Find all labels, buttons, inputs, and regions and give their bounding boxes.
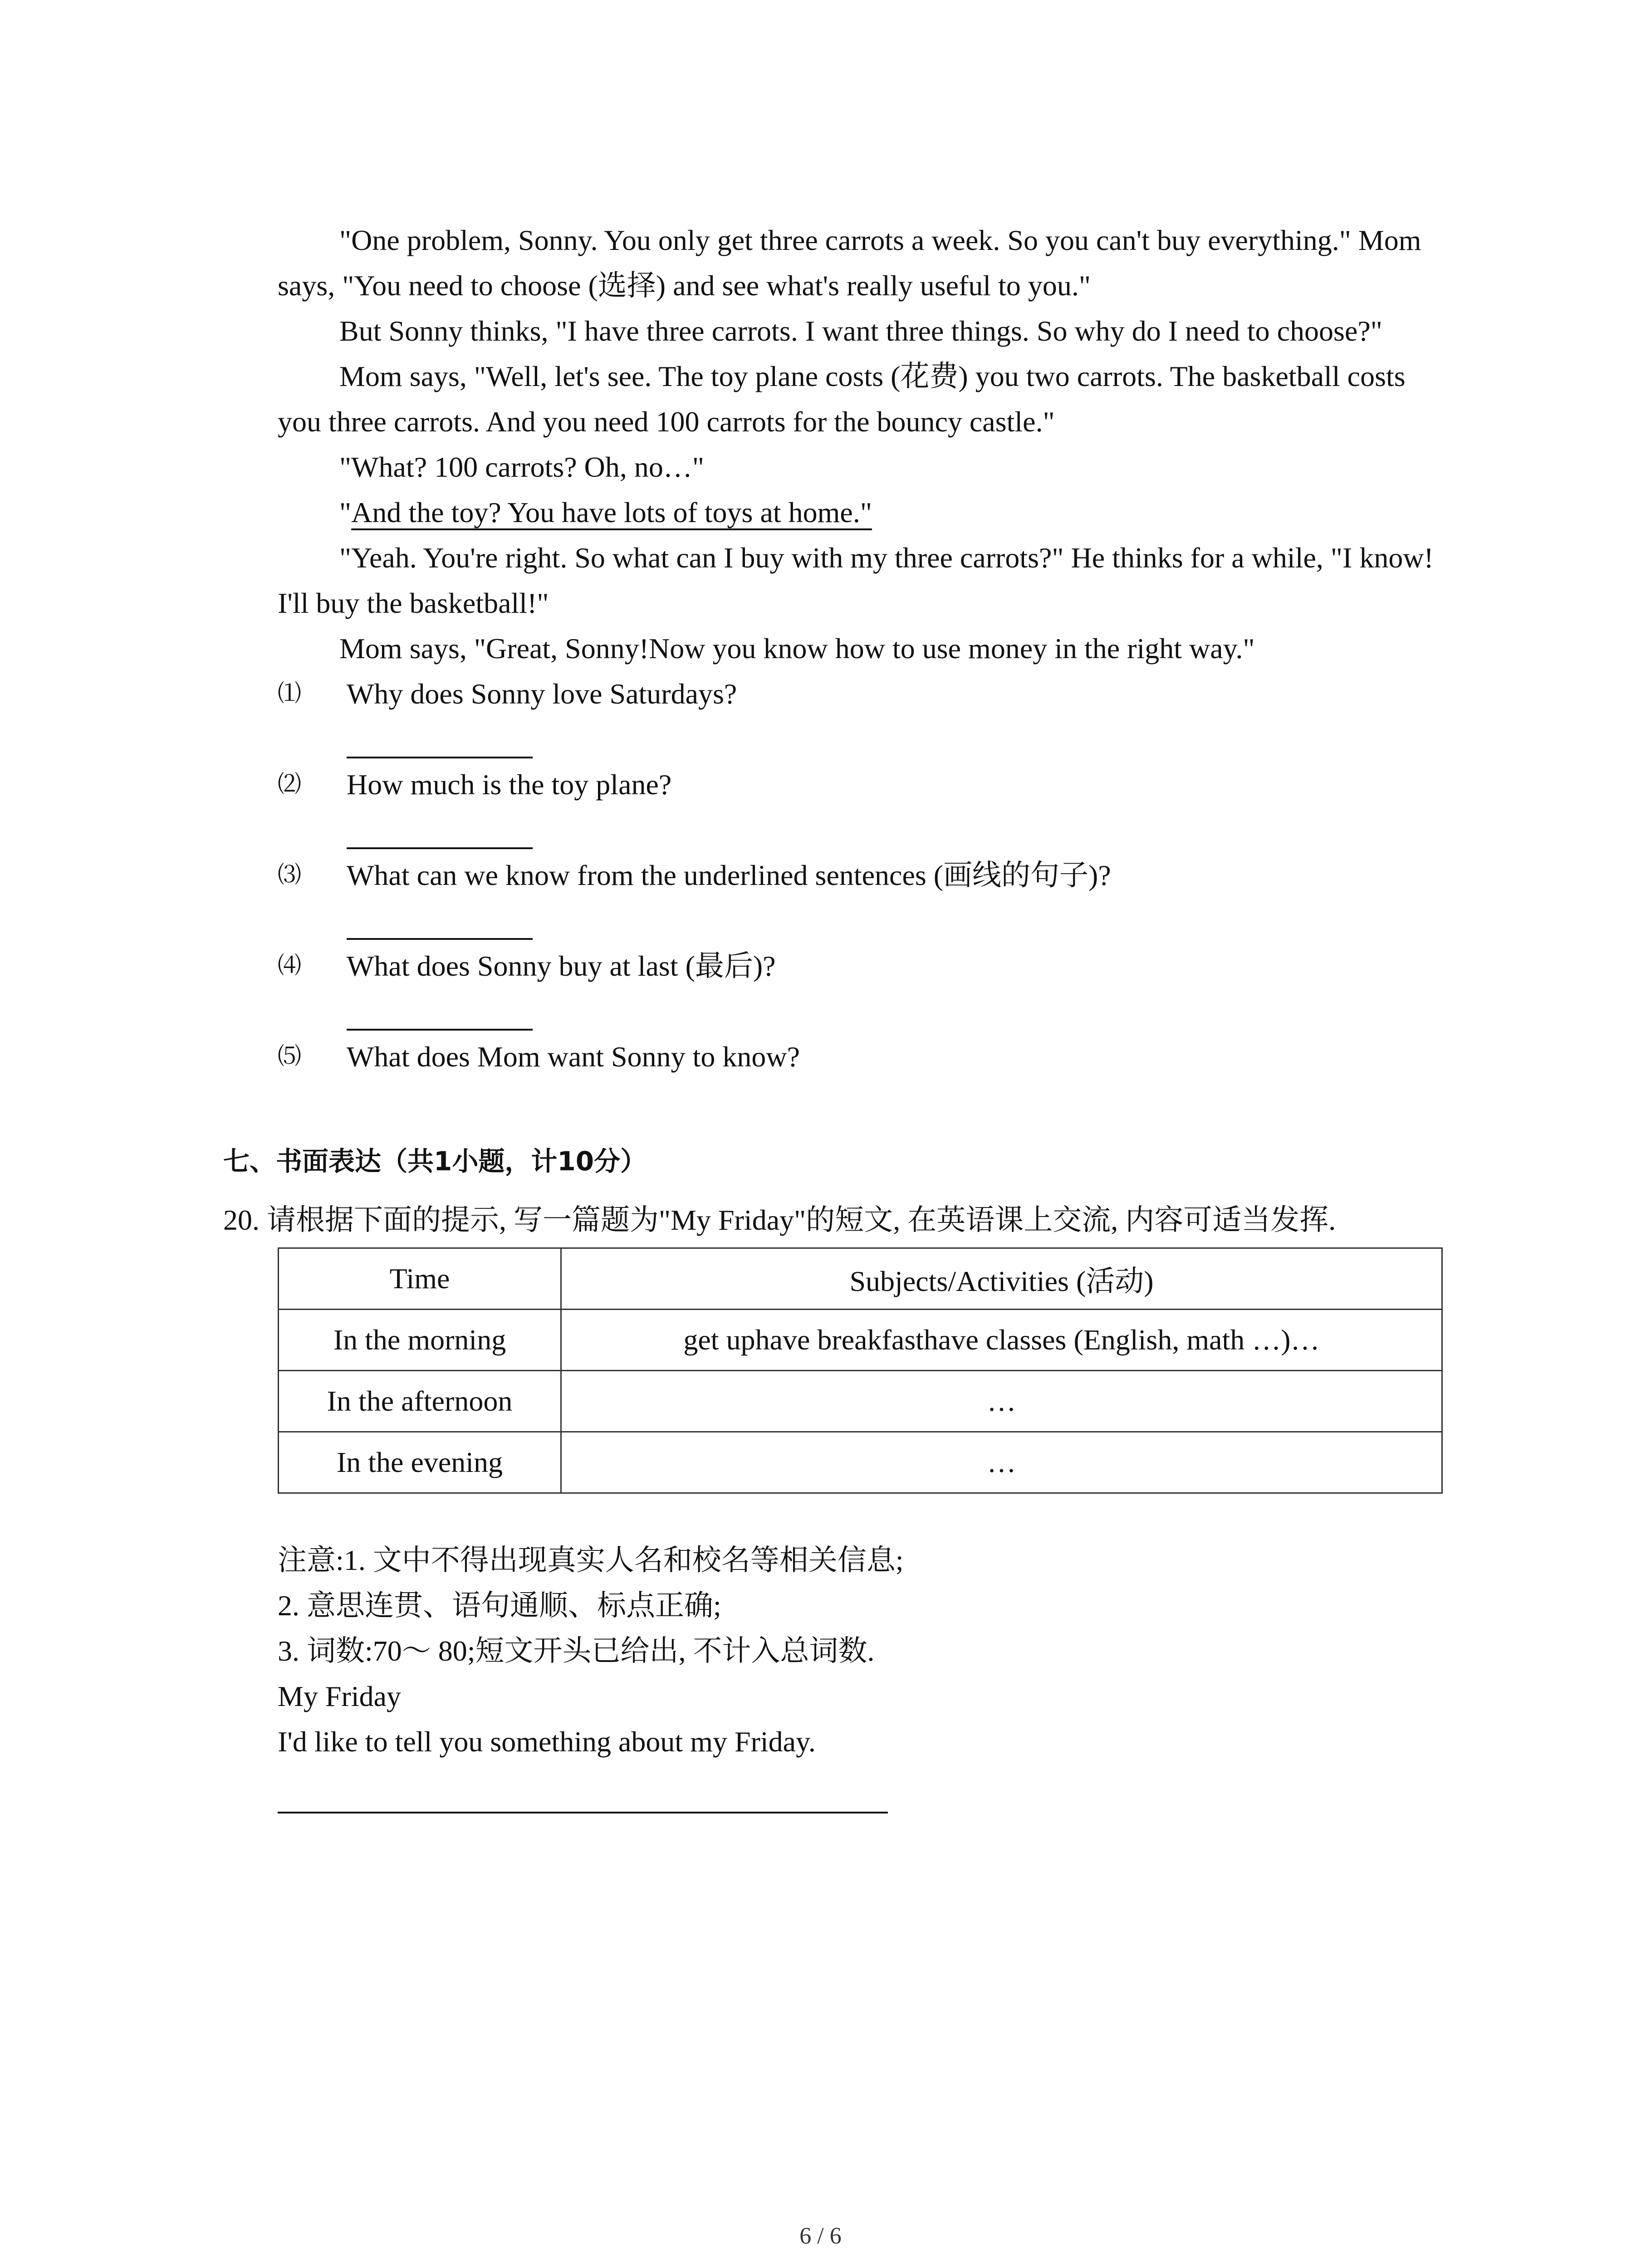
table-row bbox=[279, 1371, 1442, 1432]
story-paragraph-2: But Sonny thinks, "I have three carrots. I want three things. So why do I need to choose?" bbox=[339, 315, 1382, 347]
activity-table bbox=[278, 1247, 1443, 1494]
question-number: ⑸ bbox=[278, 1044, 302, 1070]
story-paragraph-6: "Yeah. You're right. So what can I buy with my three carrots?" He thinks for a while, "I know! I'll buy the basketball!" bbox=[278, 542, 1434, 619]
open-quote: " bbox=[339, 496, 352, 528]
essay-title: My Friday bbox=[278, 1680, 401, 1712]
table-cell: In the morning bbox=[279, 1310, 561, 1371]
question-text: Why does Sonny love Saturdays? bbox=[347, 678, 737, 710]
question-number: ⑴ bbox=[278, 681, 302, 707]
table-cell: get uphave breakfasthave classes (English, math …)… bbox=[561, 1310, 1442, 1371]
table-row bbox=[279, 1432, 1442, 1493]
table-cell: … bbox=[561, 1432, 1442, 1493]
answer-blank-1[interactable] bbox=[347, 757, 533, 758]
story-paragraph-5 bbox=[278, 490, 1439, 535]
table-header-row bbox=[279, 1248, 1442, 1310]
story-paragraph-3: Mom says, "Well, let's see. The toy plane costs (花费) you two carrots. The basketball costs you three carrots. And you need 100 carrots for the bouncy castle." bbox=[278, 360, 1406, 438]
question-number: ⑶ bbox=[278, 862, 302, 888]
question-text: What can we know from the underlined sentences (画线的句子)? bbox=[347, 859, 1111, 891]
answer-blank-2[interactable] bbox=[347, 847, 533, 849]
table-cell: In the evening bbox=[279, 1432, 561, 1493]
page-number: 6 / 6 bbox=[799, 2223, 842, 2249]
story-paragraph-4: "What? 100 carrots? Oh, no…" bbox=[339, 451, 704, 483]
table-header-cell: Time bbox=[279, 1248, 561, 1310]
question-number: ⑷ bbox=[278, 953, 302, 979]
table-cell: In the afternoon bbox=[279, 1371, 561, 1432]
note-line: 注意:1. 文中不得出现真实人名和校名等相关信息; bbox=[278, 1544, 904, 1576]
section-title: 七、书面表达（共1小题，计10分） bbox=[223, 1146, 647, 1177]
writing-answer-line[interactable] bbox=[278, 1812, 888, 1813]
note-line: 2. 意思连贯、语句通顺、标点正确; bbox=[278, 1589, 721, 1622]
underlined-sentence: And the toy? You have lots of toys at home." bbox=[351, 496, 872, 528]
writing-prompt: 20. 请根据下面的提示, 写一篇题为"My Friday"的短文, 在英语课上交流, 内容可适当发挥. bbox=[223, 1204, 1336, 1236]
notes-block bbox=[278, 1538, 904, 1765]
question-number: ⑵ bbox=[278, 772, 302, 797]
essay-opening: I'd like to tell you something about my Friday. bbox=[278, 1725, 816, 1758]
table-header-cell: Subjects/Activities (活动) bbox=[561, 1248, 1442, 1310]
answer-blank-3[interactable] bbox=[347, 938, 533, 940]
question-text: What does Sonny buy at last (最后)? bbox=[347, 950, 776, 982]
question-text: How much is the toy plane? bbox=[347, 768, 672, 801]
story-paragraph-1: "One problem, Sonny. You only get three carrots a week. So you can't buy everything." Mom says, "You need to choose (选择) and see what's really useful to you." bbox=[278, 224, 1421, 302]
answer-blank-4[interactable] bbox=[347, 1029, 533, 1031]
note-line: 3. 词数:70～ 80;短文开头已给出, 不计入总词数. bbox=[278, 1635, 875, 1667]
table-row bbox=[279, 1310, 1442, 1371]
question-text: What does Mom want Sonny to know? bbox=[347, 1041, 800, 1073]
table-cell: … bbox=[561, 1371, 1442, 1432]
story-paragraph-7: Mom says, "Great, Sonny!Now you know how to use money in the right way." bbox=[339, 632, 1255, 665]
